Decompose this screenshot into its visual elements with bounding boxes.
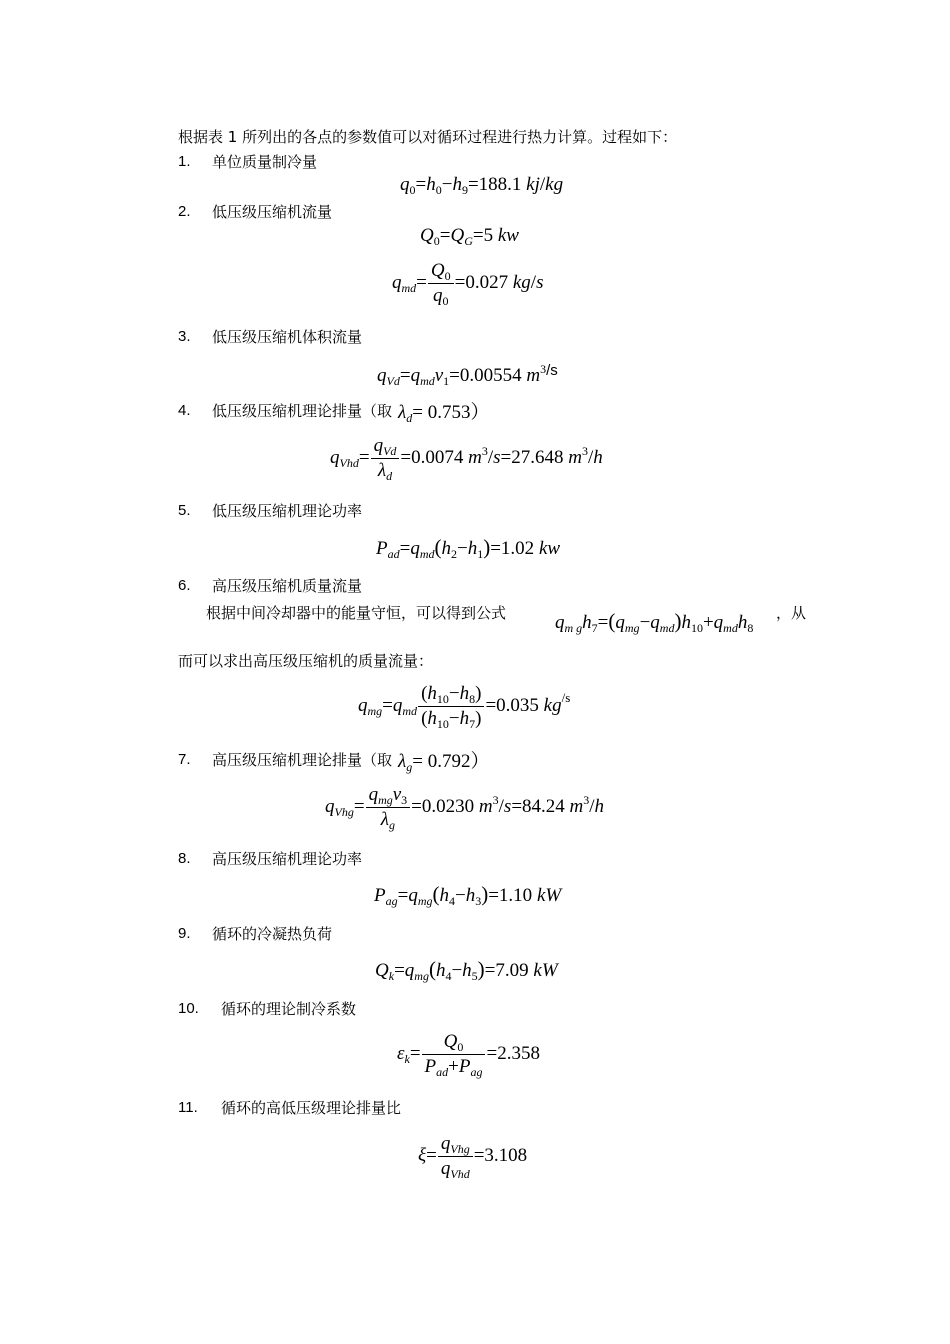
equation-qVhg: $q_{Vhg}=$ $\frac{q_{mg}v_3}{\lambda_g}$ =0.0230 $m^3/s=84.24$ $m^3/h$ [325,784,605,832]
item-number-1: 1. [178,153,191,170]
mass-flow-text: 而可以求出高压级压缩机的质量流量： [178,652,434,670]
intro-text: 根据表 1 所列出的各点的参数值可以对循环过程进行热力计算。过程如下： [178,128,678,146]
item-title-1: 单位质量制冷量 [212,153,318,171]
item-title-5: 低压级压缩机理论功率 [212,502,363,520]
item-number-5: 5. [178,502,191,519]
Pag-value: =1.10 [488,885,533,906]
item-number-11: 11. [178,1099,198,1116]
item-title-6: 高压级压缩机质量流量 [212,577,363,595]
equation-Qk: $Q_k=q_{mg}(h_4-h_5)=7.09$ kW [375,957,558,983]
equation-lambda-d: $\lambda_d= 0.753$） [398,402,490,425]
lambda-d-value: = 0.753） [412,402,490,423]
item-number-9: 9. [178,925,191,942]
item-number-7: 7. [178,751,191,768]
item-title-3: 低压级压缩机体积流量 [212,328,363,346]
item-title-4: 低压级压缩机理论排量（取 [212,402,393,420]
equation-qmd: $q_{md}=$ $\frac{Q_0}{q_0}$ =0.027 kg/s [392,260,544,308]
item-number-8: 8. [178,850,191,867]
equation-q0: $q_0=h_0-h_9=188.1$ kj/kg [400,174,564,197]
equation-epsilon: $\varepsilon_k=$ $\frac{Q_0}{P_{ad}+P_{ag}}$ =2.358 [397,1031,540,1079]
item-number-10: 10. [178,1000,199,1017]
item-number-6: 6. [178,577,191,594]
energy-balance-text: 根据中间冷却器中的能量守恒，可以得到公式 [206,604,507,622]
xi-value: =3.108 [473,1144,528,1166]
item-title-9: 循环的冷凝热负荷 [212,925,333,943]
qVhd-value-a: =0.0074 [400,446,464,468]
qVhg-value-b: =84.24 [511,795,565,817]
qVd-value: =0.00554 [449,365,522,386]
equation-Pad: $P_{ad}=q_{md}(h_2-h_1)=1.02$ kw [376,535,561,561]
Qk-value: =7.09 [484,960,529,981]
item-title-7: 高压级压缩机理论排量（取 [212,751,393,769]
item-title-2: 低压级压缩机流量 [212,203,333,221]
equation-qmg: $q_{mg}=q_{md}$ $\frac{(h_{10}-h_8)}{(h_{10}-h_7)}$ =0.035 $kg^{/s}$ [358,683,571,731]
item-title-8: 高压级压缩机理论功率 [212,850,363,868]
energy-balance-continuation: ，从 [776,604,807,622]
equation-Q0: $Q_0=Q_G=5$ kw [420,225,519,248]
epsilon-value: =2.358 [486,1042,540,1064]
equation-qVhd: $q_{Vhd}=$ $\frac{q_{Vd}}{\lambda_d}$ =0.0074 $m^3/s=27.648$ $m^3/h$ [330,435,603,483]
equation-Pag: $P_{ag}=q_{mg}(h_4-h_3)=1.10$ kW [374,882,562,908]
item-number-2: 2. [178,203,191,220]
qmg-value: =0.035 [485,694,539,716]
Pad-value: =1.02 [490,538,535,559]
q0-value: =188.1 [467,174,522,195]
Q0-value: =5 [472,225,494,246]
item-number-3: 3. [178,328,191,345]
lambda-g-value: = 0.792） [412,751,490,772]
equation-xi: ξ= $\frac{q_{Vhg}}{q_{Vhd}}$ =3.108 [418,1133,528,1181]
item-title-11: 循环的高低压级理论排量比 [221,1099,402,1117]
qVhg-value-a: =0.0230 [411,795,475,817]
equation-energy-balance: $q_{m g}h_7=(q_{mg}-q_{md})h_{10}+q_{md}h_8$ [555,609,754,635]
item-number-4: 4. [178,402,191,419]
item-title-10: 循环的理论制冷系数 [221,1000,357,1018]
qVhd-value-b: =27.648 [500,446,564,468]
equation-lambda-g: $\lambda_g= 0.792$） [398,751,490,774]
equation-qVd: $q_{Vd}=q_{md}v_1=0.00554$ $m^{3/s}$ [377,362,558,388]
qmd-value: =0.027 [454,271,509,293]
